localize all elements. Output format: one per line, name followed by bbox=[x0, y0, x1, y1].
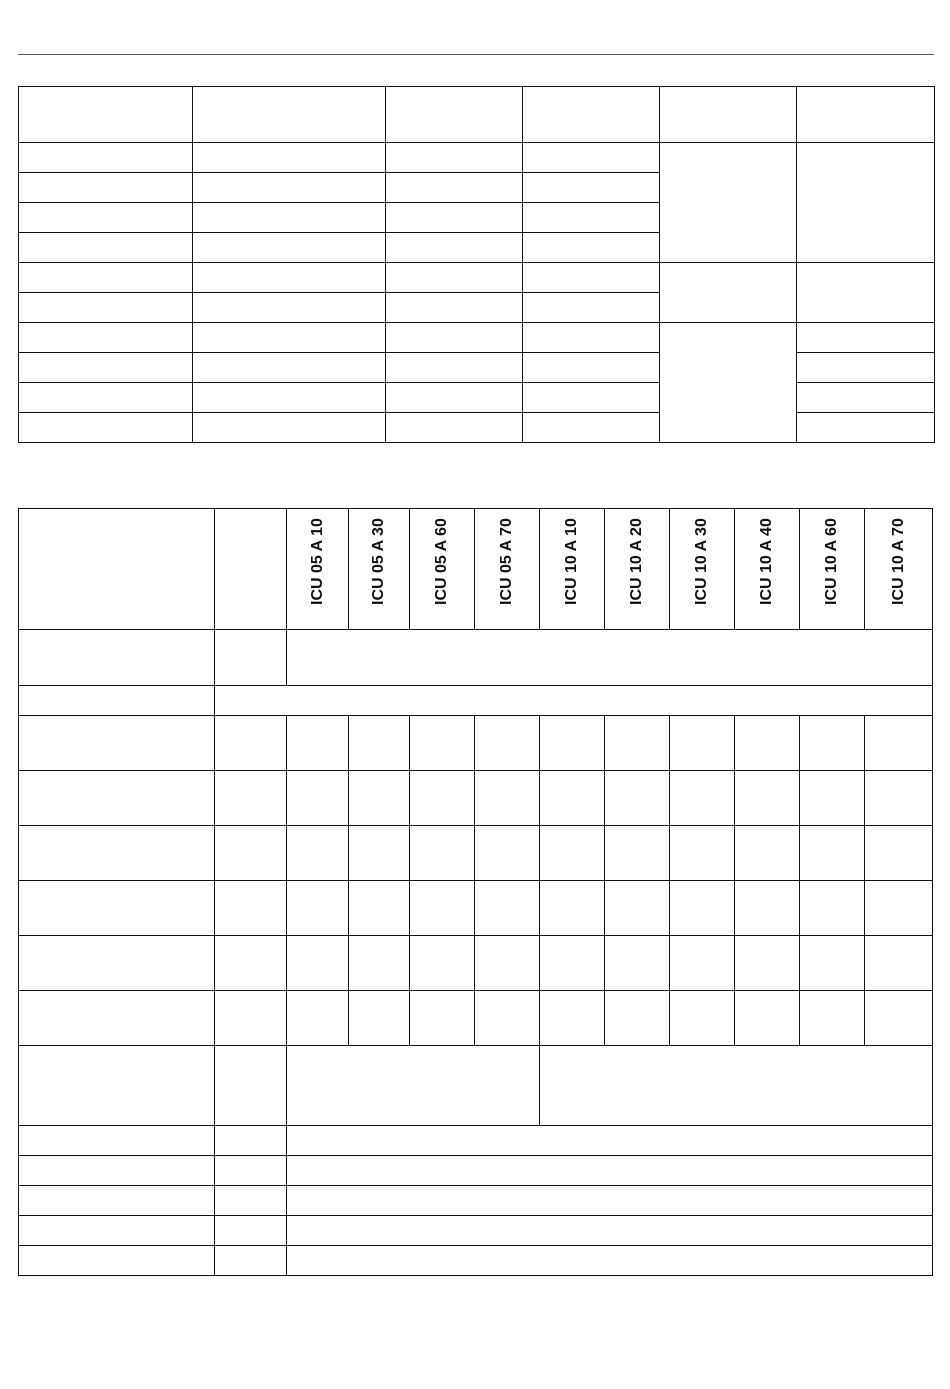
table-cell bbox=[540, 881, 605, 936]
model-label: ICU 05 A 60 bbox=[433, 518, 450, 605]
table-cell bbox=[540, 991, 605, 1046]
table-cell bbox=[349, 771, 410, 826]
table-cell bbox=[800, 881, 865, 936]
table-cell bbox=[800, 716, 865, 771]
model-header bbox=[475, 509, 540, 630]
table-cell bbox=[19, 826, 215, 881]
table-cell bbox=[215, 630, 287, 686]
model-label: ICU 05 A 10 bbox=[308, 518, 326, 605]
table-cell bbox=[215, 1156, 287, 1186]
table-cell bbox=[215, 1216, 287, 1246]
table-cell bbox=[735, 881, 800, 936]
table-row bbox=[19, 1216, 933, 1246]
table-row bbox=[19, 881, 933, 936]
table-cell bbox=[475, 771, 540, 826]
model-header bbox=[735, 509, 800, 630]
table-cell bbox=[605, 936, 670, 991]
table-cell bbox=[349, 881, 410, 936]
table-cell bbox=[797, 383, 935, 413]
table-cell bbox=[386, 353, 523, 383]
table-cell bbox=[523, 263, 660, 293]
table-cell bbox=[865, 716, 933, 771]
table-row bbox=[19, 353, 935, 383]
table-row bbox=[19, 686, 933, 716]
table-cell bbox=[660, 323, 797, 443]
table-row bbox=[19, 383, 935, 413]
table-cell bbox=[800, 771, 865, 826]
model-label: ICU 10 A 60 bbox=[823, 518, 840, 605]
table-cell bbox=[670, 826, 735, 881]
table-cell bbox=[349, 936, 410, 991]
table-cell bbox=[410, 936, 475, 991]
model-label: ICU 10 A 30 bbox=[693, 518, 710, 605]
table-cell bbox=[19, 716, 215, 771]
table-cell bbox=[410, 991, 475, 1046]
table-cell bbox=[287, 1246, 933, 1276]
model-header bbox=[540, 509, 605, 630]
table-cell bbox=[670, 771, 735, 826]
table-cell bbox=[193, 233, 386, 263]
table-cell bbox=[800, 936, 865, 991]
header-rule bbox=[18, 54, 934, 55]
table-cell bbox=[540, 771, 605, 826]
table-cell bbox=[475, 991, 540, 1046]
model-header bbox=[800, 509, 865, 630]
table-cell bbox=[19, 87, 193, 143]
table-cell bbox=[193, 203, 386, 233]
table-cell bbox=[287, 826, 349, 881]
table-cell bbox=[215, 771, 287, 826]
table-cell bbox=[215, 1046, 287, 1126]
table-cell bbox=[865, 991, 933, 1046]
table-row bbox=[19, 143, 935, 173]
table-cell bbox=[797, 263, 935, 323]
table-cell bbox=[670, 991, 735, 1046]
table-row bbox=[19, 771, 933, 826]
table-cell bbox=[19, 509, 215, 630]
table-cell bbox=[410, 716, 475, 771]
table-cell bbox=[19, 1156, 215, 1186]
table-cell bbox=[19, 1186, 215, 1216]
table-cell bbox=[19, 293, 193, 323]
table-cell bbox=[349, 826, 410, 881]
table-cell bbox=[523, 233, 660, 263]
table-cell bbox=[386, 323, 523, 353]
table-cell bbox=[193, 87, 386, 143]
table-cell bbox=[287, 1216, 933, 1246]
table-cell bbox=[540, 936, 605, 991]
table-row bbox=[19, 87, 935, 143]
table-cell bbox=[475, 716, 540, 771]
table-cell bbox=[865, 771, 933, 826]
table-cell bbox=[215, 826, 287, 881]
table-row bbox=[19, 630, 933, 686]
table-cell bbox=[215, 1246, 287, 1276]
table-cell bbox=[605, 826, 670, 881]
table-cell bbox=[523, 143, 660, 173]
table-cell bbox=[19, 771, 215, 826]
table-cell bbox=[735, 991, 800, 1046]
table-cell bbox=[19, 881, 215, 936]
table-cell bbox=[386, 263, 523, 293]
table-cell bbox=[287, 771, 349, 826]
table-row bbox=[19, 1126, 933, 1156]
table-cell bbox=[19, 353, 193, 383]
table-row bbox=[19, 991, 933, 1046]
table-cell bbox=[523, 203, 660, 233]
table-cell bbox=[865, 936, 933, 991]
table-cell bbox=[797, 353, 935, 383]
table-cell bbox=[523, 383, 660, 413]
table-cell bbox=[670, 716, 735, 771]
table-cell bbox=[670, 881, 735, 936]
table-cell bbox=[475, 881, 540, 936]
table-cell bbox=[797, 87, 935, 143]
table-cell bbox=[523, 413, 660, 443]
table-cell bbox=[215, 881, 287, 936]
table-cell bbox=[193, 353, 386, 383]
table-cell bbox=[19, 1246, 215, 1276]
table-cell bbox=[19, 233, 193, 263]
table-cell bbox=[386, 173, 523, 203]
table-cell bbox=[193, 383, 386, 413]
table-cell bbox=[19, 991, 215, 1046]
table-cell bbox=[540, 1046, 933, 1126]
table-cell bbox=[735, 826, 800, 881]
table-cell bbox=[386, 143, 523, 173]
table-cell bbox=[19, 143, 193, 173]
table-cell bbox=[670, 936, 735, 991]
table-cell bbox=[193, 263, 386, 293]
table-cell bbox=[349, 991, 410, 1046]
table-cell bbox=[865, 881, 933, 936]
table-cell bbox=[386, 203, 523, 233]
table-cell bbox=[605, 716, 670, 771]
table-cell bbox=[193, 173, 386, 203]
table-cell bbox=[410, 771, 475, 826]
table-cell bbox=[386, 383, 523, 413]
table-cell bbox=[19, 323, 193, 353]
model-header bbox=[865, 509, 933, 630]
table-cell bbox=[605, 771, 670, 826]
table-cell bbox=[19, 936, 215, 991]
table-cell bbox=[19, 383, 193, 413]
header-row bbox=[19, 509, 933, 630]
table-cell bbox=[523, 293, 660, 323]
table-cell bbox=[386, 233, 523, 263]
table-cell bbox=[287, 1186, 933, 1216]
table-cell bbox=[800, 991, 865, 1046]
table-cell bbox=[386, 293, 523, 323]
table-cell bbox=[800, 826, 865, 881]
table-cell bbox=[523, 323, 660, 353]
table-cell bbox=[193, 413, 386, 443]
table-cell bbox=[797, 323, 935, 353]
top-table bbox=[18, 86, 935, 443]
table-cell bbox=[287, 630, 933, 686]
table-cell bbox=[735, 771, 800, 826]
table-cell bbox=[735, 936, 800, 991]
table-cell bbox=[287, 1156, 933, 1186]
model-label: ICU 10 A 40 bbox=[758, 518, 775, 605]
table-cell bbox=[19, 203, 193, 233]
table-cell bbox=[287, 716, 349, 771]
table-cell bbox=[475, 826, 540, 881]
model-header bbox=[287, 509, 349, 630]
table-cell bbox=[287, 936, 349, 991]
table-row bbox=[19, 1246, 933, 1276]
table-cell bbox=[19, 263, 193, 293]
table-cell bbox=[605, 881, 670, 936]
table-cell bbox=[865, 826, 933, 881]
table-row bbox=[19, 1186, 933, 1216]
table-cell bbox=[797, 413, 935, 443]
table-cell bbox=[19, 413, 193, 443]
table-cell bbox=[797, 143, 935, 263]
spec-table bbox=[18, 508, 933, 1276]
table-cell bbox=[19, 1126, 215, 1156]
table-cell bbox=[660, 143, 797, 263]
table-cell bbox=[19, 173, 193, 203]
table-cell bbox=[386, 413, 523, 443]
table-cell bbox=[386, 87, 523, 143]
model-header bbox=[670, 509, 735, 630]
table-cell bbox=[349, 716, 410, 771]
table-cell bbox=[523, 87, 660, 143]
table-cell bbox=[605, 991, 670, 1046]
table-cell bbox=[215, 716, 287, 771]
table-row bbox=[19, 826, 933, 881]
table-cell bbox=[523, 353, 660, 383]
table-row bbox=[19, 1046, 933, 1126]
model-header bbox=[349, 509, 410, 630]
table-cell bbox=[215, 509, 287, 630]
table-row bbox=[19, 936, 933, 991]
table-cell bbox=[287, 881, 349, 936]
model-label: ICU 10 A 70 bbox=[889, 518, 907, 605]
table-row bbox=[19, 413, 935, 443]
table-cell bbox=[19, 1216, 215, 1246]
table-cell bbox=[540, 716, 605, 771]
table-row bbox=[19, 1156, 933, 1186]
table-cell bbox=[19, 630, 215, 686]
table-row bbox=[19, 323, 935, 353]
table-cell bbox=[287, 1046, 540, 1126]
table-cell bbox=[287, 1126, 933, 1156]
table-row bbox=[19, 716, 933, 771]
table-cell bbox=[475, 936, 540, 991]
table-cell bbox=[215, 936, 287, 991]
table-cell bbox=[193, 143, 386, 173]
table-cell bbox=[193, 293, 386, 323]
model-label: ICU 10 A 20 bbox=[628, 518, 645, 605]
table-cell bbox=[660, 263, 797, 323]
table-cell bbox=[215, 991, 287, 1046]
table-cell bbox=[660, 87, 797, 143]
table-cell bbox=[287, 991, 349, 1046]
table-cell bbox=[193, 323, 386, 353]
table-cell bbox=[735, 716, 800, 771]
table-cell bbox=[410, 826, 475, 881]
table-cell bbox=[410, 881, 475, 936]
model-label: ICU 05 A 30 bbox=[370, 518, 387, 605]
table-cell bbox=[215, 1186, 287, 1216]
table-cell bbox=[215, 1126, 287, 1156]
model-label: ICU 05 A 70 bbox=[498, 518, 515, 605]
table-cell bbox=[523, 173, 660, 203]
table-cell bbox=[540, 826, 605, 881]
table-cell bbox=[19, 1046, 215, 1126]
model-header bbox=[410, 509, 475, 630]
table-row bbox=[19, 263, 935, 293]
table-cell bbox=[19, 686, 215, 716]
model-label: ICU 10 A 10 bbox=[563, 518, 580, 605]
table-cell bbox=[215, 686, 933, 716]
model-header bbox=[605, 509, 670, 630]
